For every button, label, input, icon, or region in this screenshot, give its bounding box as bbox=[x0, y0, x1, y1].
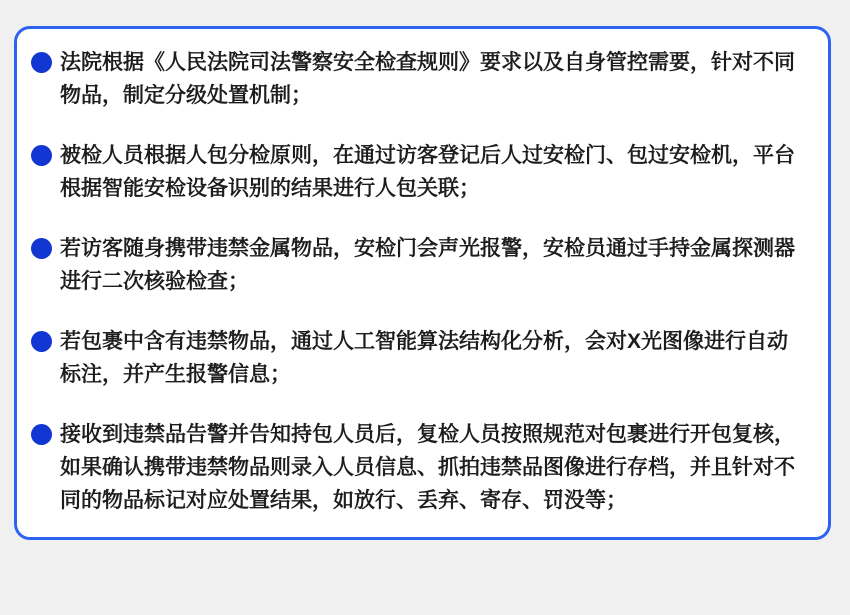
info-card bbox=[14, 26, 831, 540]
bullet-dot-icon bbox=[31, 52, 52, 73]
list-item-text: 若包裹中含有违禁物品，通过人工智能算法结构化分析，会对X光图像进行自动标注，并产生报警信息； bbox=[60, 330, 789, 386]
bullet-dot-icon bbox=[31, 145, 52, 166]
list-item bbox=[31, 46, 800, 112]
bullet-dot-icon bbox=[31, 238, 52, 259]
list-item-text: 法院根据《人民法院司法警察安全检查规则》要求以及自身管控需要，针对不同物品，制定分级处置机制； bbox=[60, 51, 795, 107]
bullet-dot-icon bbox=[31, 424, 52, 445]
list-item bbox=[31, 418, 800, 517]
list-item-text: 若访客随身携带违禁金属物品，安检门会声光报警，安检员通过手持金属探测器进行二次核验检查； bbox=[60, 237, 795, 293]
bullet-dot-icon bbox=[31, 331, 52, 352]
list-item bbox=[31, 232, 800, 298]
list-item bbox=[31, 139, 800, 205]
list-item-text: 被检人员根据人包分检原则，在通过访客登记后人过安检门、包过安检机，平台根据智能安检设备识别的结果进行人包关联； bbox=[60, 144, 795, 200]
list-item bbox=[31, 325, 800, 391]
list-item-text: 接收到违禁品告警并告知持包人员后，复检人员按照规范对包裹进行开包复核，如果确认携带违禁物品则录入人员信息、抓拍违禁品图像进行存档，并且针对不同的物品标记对应处置结果，如放行、丢弃、寄存、罚没等； bbox=[60, 423, 795, 512]
bullet-list bbox=[31, 46, 800, 517]
